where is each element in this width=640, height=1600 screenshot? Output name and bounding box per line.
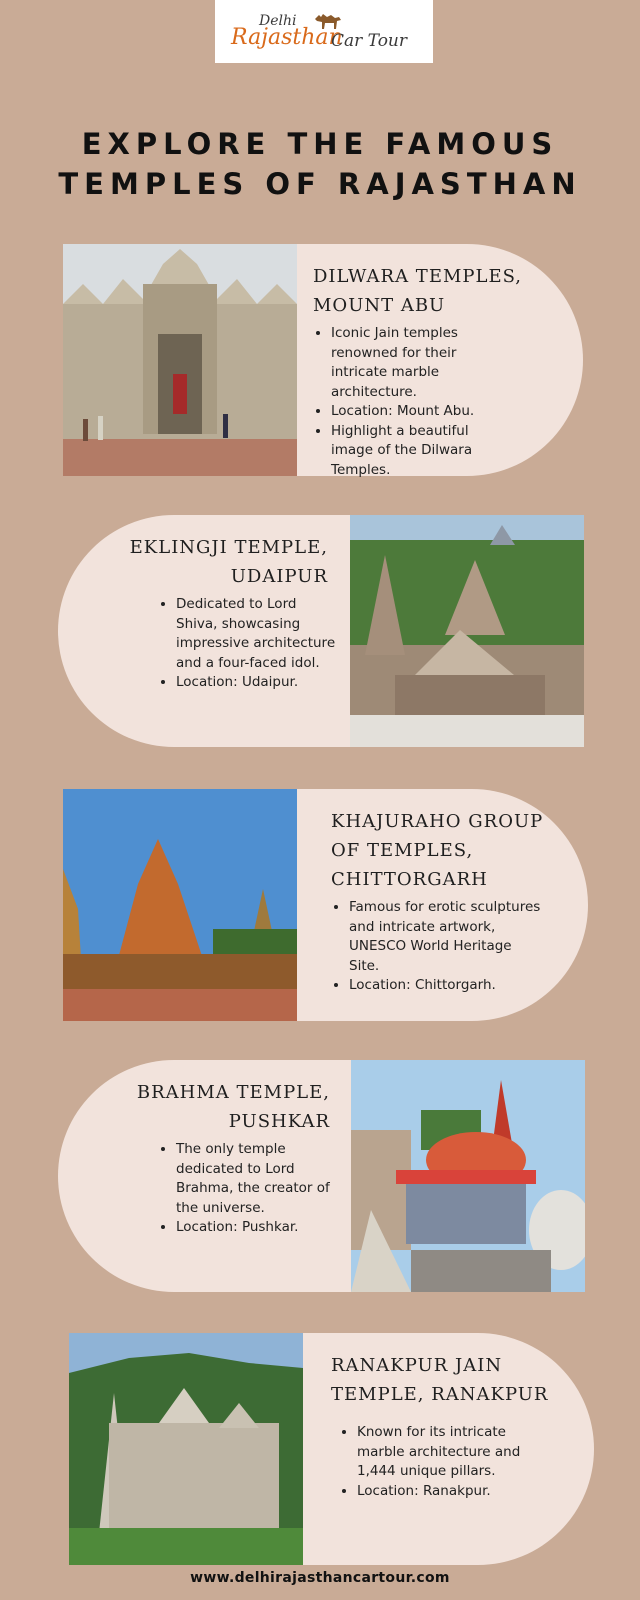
- bullet-item: • Iconic Jain temples renowned for their intricate marble architecture.: [331, 324, 501, 402]
- khajuraho-text: [331, 807, 566, 996]
- bullet-item: • Location: Udaipur.: [176, 673, 336, 693]
- logo-rajasthan: Rajasthan: [231, 24, 343, 50]
- bullet-item: • The only temple dedicated to Lord Brahma, the creator of the universe.: [176, 1140, 331, 1218]
- logo-car-tour: Car Tour: [331, 30, 408, 51]
- temple-name: [98, 533, 328, 591]
- temple-card-ranakpur: [69, 1333, 594, 1565]
- temple-bullets: [331, 898, 544, 996]
- logo-delhi: Delhi: [259, 12, 297, 29]
- bullet-item: • Famous for erotic sculptures and intricate artwork, UNESCO World Heritage Site.: [349, 898, 544, 976]
- temple-bullets: [158, 1140, 331, 1238]
- temple-card-brahma: [58, 1060, 585, 1292]
- dilwara-temple-photo: [63, 244, 297, 476]
- temple-bullets: [313, 324, 501, 480]
- temple-name: [331, 807, 566, 894]
- khajuraho-temple-photo: [63, 789, 297, 1021]
- bullet-item: • Known for its intricate marble architecture and 1,444 unique pillars.: [357, 1423, 557, 1482]
- bullet-item: • Dedicated to Lord Shiva, showcasing impressive architecture and a four-faced idol.: [176, 595, 336, 673]
- temple-name-line-1: RANAKPUR JAIN: [331, 1355, 503, 1376]
- temple-card-khajuraho: [63, 789, 588, 1021]
- temple-bullets: [339, 1423, 557, 1501]
- dilwara-text: [313, 262, 553, 480]
- ranakpur-text: [331, 1351, 571, 1501]
- bullet-item: • Location: Mount Abu.: [331, 402, 501, 422]
- temple-name-line-2: UDAIPUR: [230, 566, 328, 587]
- temple-name-line-2: TEMPLE, RANAKPUR: [331, 1384, 549, 1405]
- title-line-1: EXPLORE THE FAMOUS: [81, 127, 559, 161]
- eklingji-temple-photo: [350, 515, 584, 747]
- temple-bullets: [158, 595, 336, 693]
- brand-logo[interactable]: [215, 0, 433, 63]
- brahma-text: [108, 1078, 330, 1238]
- temple-name-line-1: EKLINGJI TEMPLE,: [129, 537, 328, 558]
- temple-name-line-1: KHAJURAHO GROUP: [331, 811, 544, 832]
- temple-name-line-2: MOUNT ABU: [313, 295, 446, 316]
- website-url-link[interactable]: www.delhirajasthancartour.com: [190, 1570, 450, 1586]
- temple-name: [313, 262, 553, 320]
- ranakpur-temple-photo: [69, 1333, 303, 1565]
- temple-name-line-2: PUSHKAR: [228, 1111, 330, 1132]
- temple-card-eklingji: [58, 515, 584, 747]
- temple-name-line-1: DILWARA TEMPLES,: [313, 266, 522, 287]
- title-line-2: TEMPLES OF RAJASTHAN: [58, 167, 582, 201]
- eklingji-text: [98, 533, 336, 693]
- logo-wordmark: [229, 7, 419, 57]
- temple-name: [331, 1351, 571, 1409]
- page-title: [0, 124, 640, 204]
- bullet-item: • Location: Chittorgarh.: [349, 976, 544, 996]
- temple-name-line-1: BRAHMA TEMPLE,: [136, 1082, 330, 1103]
- temple-card-dilwara: [63, 244, 583, 476]
- bullet-item: • Location: Ranakpur.: [357, 1482, 557, 1502]
- temple-name-line-2: OF TEMPLES,: [331, 840, 474, 861]
- temple-name: [108, 1078, 330, 1136]
- temple-name-line-3: CHITTORGARH: [331, 869, 488, 890]
- bullet-item: • Location: Pushkar.: [176, 1218, 331, 1238]
- bullet-item: • Highlight a beautiful image of the Dilwara Temples.: [331, 422, 501, 481]
- brahma-temple-photo: [351, 1060, 585, 1292]
